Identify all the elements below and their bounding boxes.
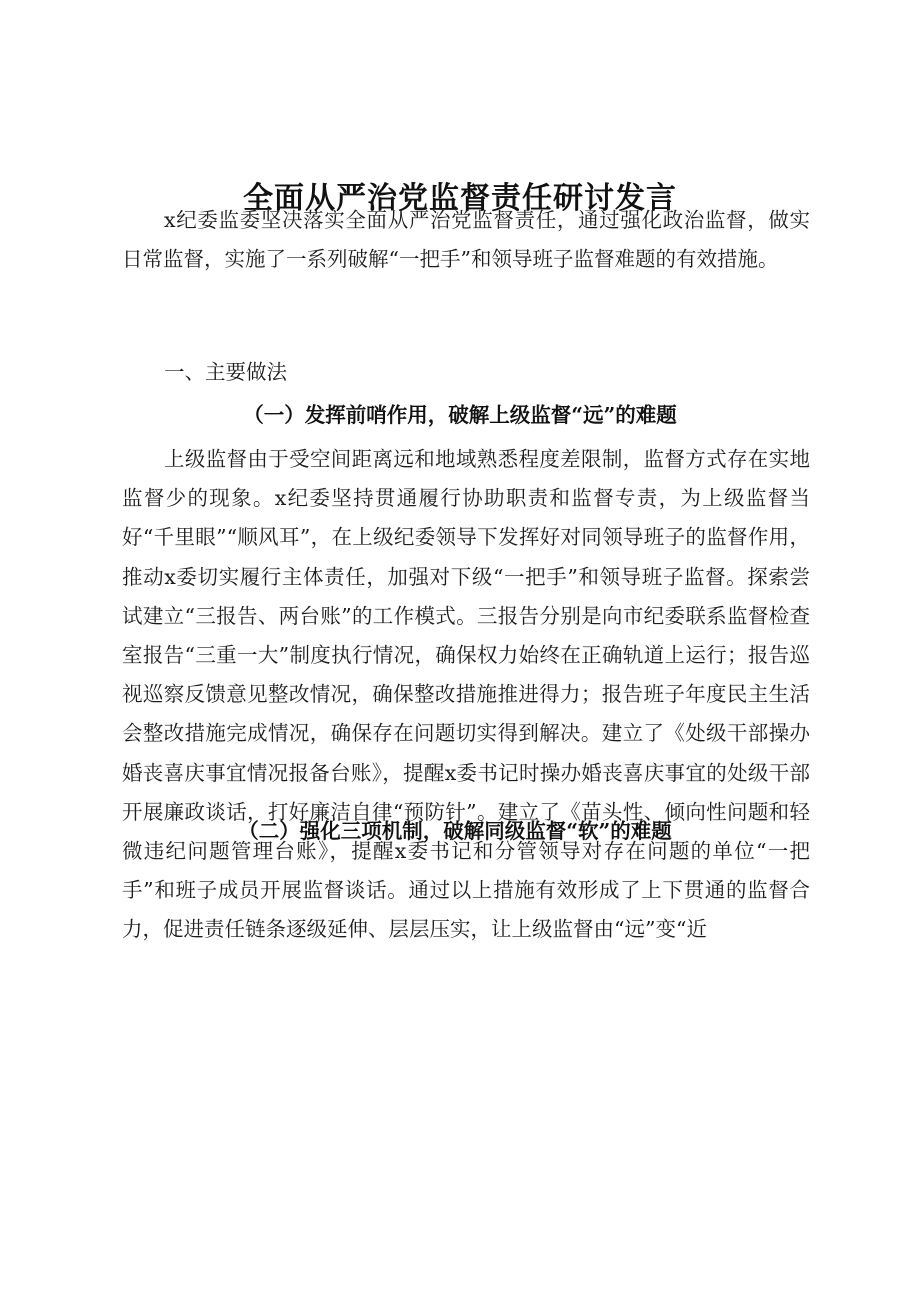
intro-paragraph: x纪委监委坚决落实全面从严治党监督责任，通过强化政治监督，做实日常监督，实施了一系列破解“一把手”和领导班子监督难题的有效措施。 — [122, 208, 810, 272]
subsection-heading-2: （二）强化三项机制，破解同级监督“软”的难题 — [238, 819, 672, 843]
subsection-heading-1: （一）发挥前哨作用，破解上级监督“远”的难题 — [243, 403, 677, 427]
body-paragraph-1: 上级监督由于受空间距离远和地域熟悉程度差限制，监督方式存在实地监督少的现象。x纪委坚持贯通履行协助职责和监督专责，为上级监督当好“千里眼”“顺风耳”，在上级纪委领导下发挥好对同领导班子的监督作用，推动x委切实履行主体责任，加强对下级“一把手”和领导班子监督。探索尝试建立“三报告、两台账”的工作模式。三报告分别是向市纪委联系监督检查室报告“三重一大”制度执行情况，确保权力始终在正确轨道上运行；报告巡视巡察反馈意见整改情况，确保整改措施推进得力；报告班子年度民主生活会整改措施完成情况，确保存在问题切实得到解决。建立了《处级干部操办婚丧喜庆事宜情况报备台账》，提醒x委书记时操办婚丧喜庆事宜的处级干部开展廉政谈话，打好廉洁自律“预防针”。建立了《苗头性、倾向性问题和轻微违纪问题管理台账》，提醒x委书记和分管领导对存在问题的单位“一把手”和班子成员开展监督谈话。通过以上措施有效形成了上下贯通的监督合力，促进责任链条逐级延伸、层层压实，让上级监督由“远”变“近 — [122, 447, 810, 942]
section-heading-main-practices: 一、主要做法 — [164, 360, 287, 384]
document-title: 全面从严治党监督责任研讨发言 — [243, 181, 677, 216]
